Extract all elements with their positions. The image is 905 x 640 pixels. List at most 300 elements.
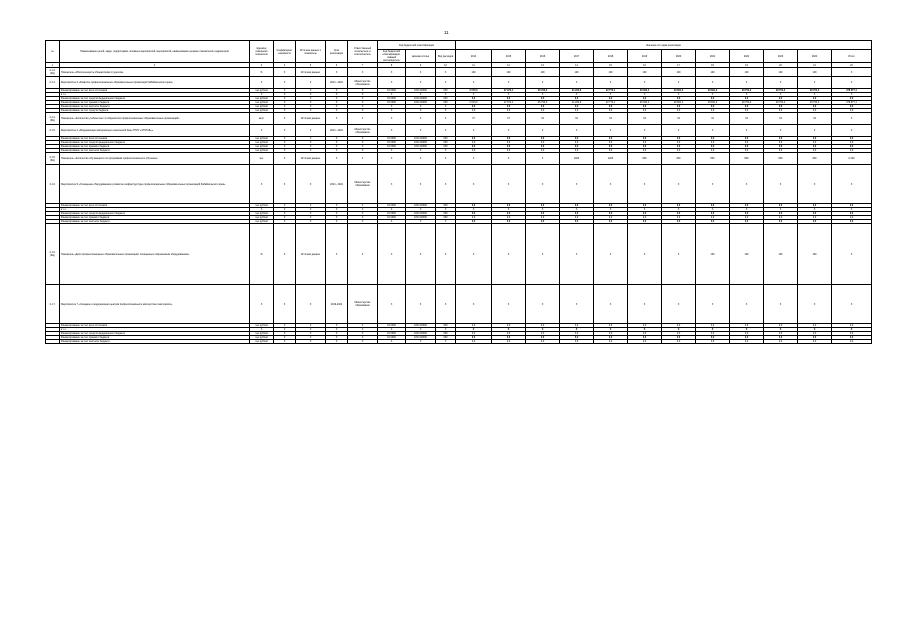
table-cell: 2.1.7. — [46, 285, 60, 324]
table-cell: Х — [296, 89, 326, 93]
row-label: в т.ч. — [60, 93, 250, 97]
table-cell: 0,0 — [832, 332, 872, 336]
col-header: 2019 — [628, 50, 662, 63]
table-cell: 26 790,0 — [526, 89, 560, 93]
index-cell: 12 — [492, 63, 526, 68]
table-cell: Х — [560, 224, 594, 285]
col-header: Ответственный исполнитель и соисполнитель — [348, 41, 378, 63]
table-cell: Х — [628, 93, 662, 97]
table-cell: 2.1.5. (9Ц) — [46, 153, 60, 165]
table-cell: 1814 00000 — [406, 137, 436, 141]
table-cell: Х — [628, 224, 662, 285]
table-cell: 0,0 — [594, 137, 628, 141]
row-label: Финансирование за счет местного бюджета — [60, 340, 250, 344]
table-cell: Х — [798, 328, 832, 332]
table-cell: Х — [696, 208, 730, 212]
table-cell: Х — [348, 68, 378, 77]
table-cell: 0,0 — [492, 204, 526, 208]
table-cell: Х — [348, 153, 378, 165]
table-cell: Х — [274, 224, 296, 285]
table-cell: Х — [250, 77, 274, 89]
table-cell: Х — [406, 93, 436, 97]
table-cell: Х — [326, 93, 348, 97]
table-cell: 0,0 — [492, 149, 526, 153]
index-cell: 22 — [832, 63, 872, 68]
table-cell: Министерство образования — [348, 125, 378, 137]
table-cell: 2 570,0 — [456, 89, 492, 93]
table-cell: 27 972,1 — [492, 101, 526, 105]
table-cell: Х — [436, 113, 456, 125]
table-cell: Х — [274, 336, 296, 340]
table-cell: Х — [832, 224, 872, 285]
table-cell: 0,0 — [764, 212, 798, 216]
table-cell: 0,0 — [560, 145, 594, 149]
table-cell: Х — [560, 165, 594, 204]
table-cell: Х — [696, 93, 730, 97]
index-cell: 17 — [662, 63, 696, 68]
index-cell: 3 — [250, 63, 274, 68]
table-cell: Х — [406, 77, 436, 89]
table-cell: Х — [250, 93, 274, 97]
table-cell: 0,0 — [832, 220, 872, 224]
row-label: Финансирование за счет средств федерального бюджета — [60, 97, 250, 101]
table-cell: Х — [832, 93, 872, 97]
table-cell: 0,0 — [594, 97, 628, 101]
table-cell: % — [250, 68, 274, 77]
table-cell: Х — [492, 208, 526, 212]
table-cell: 0,0 — [560, 137, 594, 141]
table-cell: 0,0 — [492, 145, 526, 149]
table-cell: 0,0 — [798, 109, 832, 113]
table-cell: 0,0 — [628, 340, 662, 344]
table-cell: Х — [348, 97, 378, 101]
table-cell: Х — [696, 328, 730, 332]
table-cell: 29 691,2 — [696, 89, 730, 93]
table-cell: 0,0 — [560, 216, 594, 220]
table-cell: тыс.рублей — [250, 212, 274, 216]
table-cell: 0,0 — [526, 149, 560, 153]
table-cell: 0,0 — [764, 204, 798, 208]
table-cell: Х — [348, 105, 378, 109]
table-cell: 0,0 — [832, 324, 872, 328]
table-cell: 29 691,2 — [662, 101, 696, 105]
table-cell: 26 394,4 — [628, 101, 662, 105]
table-cell: 0,0 — [526, 216, 560, 220]
table-cell: 0,0 — [832, 149, 872, 153]
table-cell: Х — [296, 97, 326, 101]
table-cell: Х — [378, 77, 406, 89]
row-label: Финансирование за счет местного бюджета — [60, 149, 250, 153]
table-cell: Х — [436, 125, 456, 137]
table-cell: Х — [456, 153, 492, 165]
table-cell: 0,0 — [560, 105, 594, 109]
table-cell: 0,0 — [798, 216, 832, 220]
table-cell: Х — [798, 77, 832, 89]
table-cell: 0,0 — [594, 212, 628, 216]
row-label: Мероприятие 5 «Оснащение оборудованием и развитие инфраструктуры профессиональных образовательных организаций Забайкальского края» — [60, 165, 250, 204]
header-row-groups — [46, 41, 872, 50]
table-cell: 000 — [436, 101, 456, 105]
table-cell: Х — [296, 216, 326, 220]
table-cell: 0,0 — [594, 105, 628, 109]
table-cell: 0,0 — [662, 212, 696, 216]
table-cell: Х — [406, 328, 436, 332]
table-cell: 0,0 — [662, 204, 696, 208]
table-cell: 0,0 — [456, 212, 492, 216]
table-cell: 0,0 — [456, 324, 492, 328]
table-cell: 0,0 — [730, 145, 764, 149]
table-cell: 0,0 — [628, 204, 662, 208]
table-cell: Х — [560, 285, 594, 324]
table-cell: 0,0 — [730, 105, 764, 109]
row-label: Финансирование за счет средств бюджета — [60, 109, 250, 113]
table-cell: Х — [406, 285, 436, 324]
table-cell: 2.1.4. (9Ц) — [46, 113, 60, 125]
table-cell: тыс.рублей — [250, 101, 274, 105]
table-cell: Х — [406, 165, 436, 204]
table-cell: Х — [274, 324, 296, 328]
table-cell: 0,0 — [456, 204, 492, 208]
col-header: 2015 — [492, 50, 526, 63]
table-cell: 01 0000 — [378, 336, 406, 340]
table-cell: 0,0 — [662, 149, 696, 153]
table-cell: Х — [798, 208, 832, 212]
table-cell: Х — [378, 165, 406, 204]
table-cell: Х — [274, 89, 296, 93]
table-cell: 0,0 — [696, 141, 730, 145]
table-cell: Х — [348, 137, 378, 141]
table-cell: 1814 00000 — [406, 336, 436, 340]
index-cell: 1 — [46, 63, 60, 68]
table-cell: тыс.рублей — [250, 324, 274, 328]
table-cell: 29 754,2 — [730, 101, 764, 105]
table-cell: Х — [348, 328, 378, 332]
col-header: Итого — [832, 50, 872, 63]
table-cell: 0,0 — [832, 137, 872, 141]
table-cell: 0,0 — [492, 97, 526, 101]
table-cell: 0,0 — [832, 336, 872, 340]
table-cell: 01 0000 — [378, 212, 406, 216]
table-cell: Х — [798, 125, 832, 137]
table-cell: Х — [798, 165, 832, 204]
table-cell: 1814 00000 — [406, 212, 436, 216]
table-cell: Х — [560, 93, 594, 97]
table-cell: 0,0 — [492, 324, 526, 328]
table-cell: 0,0 — [730, 149, 764, 153]
table-cell: Х — [274, 332, 296, 336]
table-cell: Х — [296, 125, 326, 137]
table-cell: 100 — [764, 224, 798, 285]
row-label: Финансирование за счет всех источников — [60, 137, 250, 141]
table-cell: 0,0 — [798, 141, 832, 145]
col-header: 2014 — [456, 50, 492, 63]
table-cell: Х — [274, 105, 296, 109]
table-cell: Х — [274, 212, 296, 216]
table-cell: Х — [274, 68, 296, 77]
table-cell: 0,0 — [798, 204, 832, 208]
table-cell: Х — [594, 77, 628, 89]
table-row — [46, 77, 872, 89]
table-cell: 0,0 — [560, 149, 594, 153]
table-cell: 0,0 — [764, 340, 798, 344]
table-cell: Х — [662, 165, 696, 204]
row-label: Мероприятие 4 «Модернизация материально-технической базы ГПОУ «ЧТОТиБ»» — [60, 125, 250, 137]
table-cell: Х — [594, 328, 628, 332]
row-label: Финансирование за счет местного бюджета — [60, 220, 250, 224]
table-cell: Х — [730, 93, 764, 97]
table-cell: Х — [492, 165, 526, 204]
table-cell: Х — [832, 165, 872, 204]
table-cell: 0,0 — [560, 324, 594, 328]
table-cell: Х — [378, 113, 406, 125]
table-cell: Х — [296, 340, 326, 344]
table-cell: 0,0 — [526, 105, 560, 109]
table-cell: тыс.рублей — [250, 145, 274, 149]
row-label: Показатель «Обеспеченность общежитиями студентов» — [60, 68, 250, 77]
table-cell: 0,0 — [662, 97, 696, 101]
table-cell: Х — [662, 77, 696, 89]
table-cell: Х — [456, 93, 492, 97]
table-cell: 100 — [696, 68, 730, 77]
index-cell: 15 — [594, 63, 628, 68]
table-cell: 37 — [492, 113, 526, 125]
table-cell: Х — [296, 204, 326, 208]
table-row — [46, 125, 872, 137]
table-row — [46, 224, 872, 285]
row-label: Финансирование за счет всех источников — [60, 89, 250, 93]
table-cell: 43 — [798, 113, 832, 125]
table-cell: Х — [348, 332, 378, 336]
table-cell: Х — [348, 113, 378, 125]
table-cell: Х — [456, 285, 492, 324]
table-cell: 0,0 — [594, 109, 628, 113]
table-cell: 000 — [436, 97, 456, 101]
table-cell: 0,0 — [594, 216, 628, 220]
table-cell: Х — [436, 328, 456, 332]
table-cell: 0,0 — [594, 141, 628, 145]
table-cell: Х — [406, 220, 436, 224]
table-cell: 0,0 — [526, 145, 560, 149]
table-cell: Х — [526, 125, 560, 137]
table-cell: Министерство образования — [348, 165, 378, 204]
table-cell: Х — [274, 220, 296, 224]
table-cell: 800 — [628, 153, 662, 165]
table-cell: Х — [492, 224, 526, 285]
table-cell: Х — [378, 208, 406, 212]
table-cell: 0,0 — [560, 141, 594, 145]
budget-group-header: Код бюджетной классификации — [378, 41, 456, 50]
table-cell: Х — [560, 328, 594, 332]
table-cell: 0,0 — [560, 340, 594, 344]
table-cell: Х — [406, 125, 436, 137]
table-cell: 1814 00000 — [406, 216, 436, 220]
table-cell: 21 204,6 — [560, 101, 594, 105]
table-cell: 2.1.3. (9Ц) — [46, 68, 60, 77]
table-cell: Х — [296, 145, 326, 149]
table-cell: 100 — [730, 68, 764, 77]
table-cell: Х — [326, 149, 348, 153]
col-header: 2023 — [764, 50, 798, 63]
table-cell: Х — [798, 285, 832, 324]
table-cell: 800 — [730, 153, 764, 165]
table-cell: тыс.рублей — [250, 137, 274, 141]
table-cell: Х — [764, 165, 798, 204]
col-header: Единица измерения показателя — [250, 41, 274, 63]
table-cell: 0,0 — [696, 324, 730, 328]
table-cell: 1814 00000 — [406, 97, 436, 101]
table-cell: 0,0 — [560, 109, 594, 113]
table-cell: Х — [326, 137, 348, 141]
table-cell: мест — [250, 113, 274, 125]
table-cell: Х — [764, 208, 798, 212]
table-cell: 01 0000 — [378, 332, 406, 336]
table-cell: 000 — [436, 141, 456, 145]
table-cell: 0,0 — [456, 137, 492, 141]
table-cell: Х — [378, 68, 406, 77]
table-cell: тыс.рублей — [250, 340, 274, 344]
table-cell: 01 0000 — [378, 324, 406, 328]
table-cell: Х — [274, 97, 296, 101]
table-cell: 26 790,0 — [526, 101, 560, 105]
table-cell: 0,0 — [764, 332, 798, 336]
index-cell: 2 — [60, 63, 250, 68]
table-cell: Х — [526, 224, 560, 285]
table-cell: Х — [560, 125, 594, 137]
table-cell: 0,0 — [526, 97, 560, 101]
table-cell: Х — [348, 224, 378, 285]
table-cell: 0,0 — [696, 340, 730, 344]
table-cell: 0,0 — [832, 141, 872, 145]
table-row — [46, 113, 872, 125]
table-cell: Х — [594, 224, 628, 285]
table-cell: 43 — [730, 113, 764, 125]
table-cell: Источник данных — [296, 153, 326, 165]
table-cell: Х — [436, 105, 456, 109]
row-label: Финансирование за счет средств федерального бюджета — [60, 141, 250, 145]
table-cell: Х — [436, 153, 456, 165]
table-cell: 0,0 — [594, 204, 628, 208]
table-cell: тыс.рублей — [250, 216, 274, 220]
table-cell: Х — [296, 332, 326, 336]
table-cell: Х — [730, 328, 764, 332]
table-cell: 100 — [798, 224, 832, 285]
table-cell: 0,0 — [832, 216, 872, 220]
table-cell: 0,0 — [594, 332, 628, 336]
table-cell: 1814 00000 — [406, 89, 436, 93]
table-cell: 0,0 — [456, 149, 492, 153]
table-cell: 0,0 — [662, 324, 696, 328]
col-header: 2018 — [594, 50, 628, 63]
table-cell: 0,0 — [628, 324, 662, 328]
table-cell: Х — [378, 153, 406, 165]
table-cell: 2.1.5. — [46, 125, 60, 137]
table-cell: 2.1.6. (9Ц) — [46, 224, 60, 285]
table-cell: Х — [832, 125, 872, 137]
row-label: Финансирование за счет всех источников — [60, 204, 250, 208]
table-cell: Х — [526, 328, 560, 332]
table-cell: Х — [526, 165, 560, 204]
table-cell: Х — [296, 328, 326, 332]
table-cell: 01 0000 — [378, 97, 406, 101]
table-cell: Х — [274, 109, 296, 113]
table-cell: 0,0 — [798, 145, 832, 149]
table-cell: 1000 — [560, 153, 594, 165]
table-cell: Х — [764, 93, 798, 97]
table-cell: 000 — [436, 324, 456, 328]
table-cell: Х — [326, 324, 348, 328]
table-cell: тыс.рублей — [250, 109, 274, 113]
table-cell: 0,0 — [628, 149, 662, 153]
table-cell: Х — [250, 285, 274, 324]
table-cell: Х — [730, 208, 764, 212]
table-cell: Х — [764, 328, 798, 332]
table-cell: 0,0 — [696, 216, 730, 220]
table-cell: Х — [326, 101, 348, 105]
table-cell: 2014 - 2024 — [326, 77, 348, 89]
table-cell: Х — [326, 204, 348, 208]
table-cell: 0,0 — [628, 137, 662, 141]
table-cell: 6 200 — [832, 153, 872, 165]
table-cell: 1200 — [594, 153, 628, 165]
program-table — [45, 40, 872, 344]
col-header: Срок реализации — [326, 41, 348, 63]
table-cell: Х — [628, 77, 662, 89]
table-cell: Х — [406, 153, 436, 165]
table-cell: 0,0 — [594, 324, 628, 328]
table-cell: Х — [526, 77, 560, 89]
table-row — [46, 165, 872, 204]
table-cell: Х — [274, 77, 296, 89]
table-cell: 000 — [436, 89, 456, 93]
table-cell: тыс.рублей — [250, 336, 274, 340]
table-cell: 0,0 — [696, 105, 730, 109]
table-cell: Источник данных — [296, 224, 326, 285]
table-cell: 01 0000 — [378, 101, 406, 105]
table-cell: Х — [764, 285, 798, 324]
row-label: Показатель «Количество обучающихся по программам профессионального обучения» — [60, 153, 250, 165]
table-cell: Источник данных — [296, 68, 326, 77]
table-cell: Х — [326, 224, 348, 285]
table-cell: Х — [406, 113, 436, 125]
table-cell: 0,0 — [526, 336, 560, 340]
table-cell: Х — [296, 93, 326, 97]
table-cell: 0,0 — [526, 212, 560, 216]
table-cell: 100 — [798, 68, 832, 77]
table-cell: 0,0 — [628, 105, 662, 109]
row-label: Мероприятие 3 «Развитие профессиональных образовательных организаций Забайкальского края» — [60, 77, 250, 89]
table-cell: 100 — [628, 68, 662, 77]
table-cell: 1814 00000 — [406, 101, 436, 105]
table-cell: 01 0000 — [378, 89, 406, 93]
table-cell: 800 — [764, 153, 798, 165]
table-cell: 0,0 — [560, 97, 594, 101]
table-cell: Х — [594, 165, 628, 204]
table-cell: тыс.рублей — [250, 105, 274, 109]
table-cell: Х — [274, 113, 296, 125]
table-cell: 100 — [764, 68, 798, 77]
table-cell: 000 — [436, 137, 456, 141]
table-cell: тыс.рублей — [250, 89, 274, 93]
table-cell: 0,0 — [594, 336, 628, 340]
table-cell: 0,0 — [628, 141, 662, 145]
table-cell: тыс.рублей — [250, 220, 274, 224]
table-cell: Х — [456, 208, 492, 212]
table-cell: Х — [436, 109, 456, 113]
index-cell: 6 — [326, 63, 348, 68]
table-cell: Х — [296, 141, 326, 145]
col-header: Источник данных о показателе — [296, 41, 326, 63]
table-cell: 43 — [594, 113, 628, 125]
